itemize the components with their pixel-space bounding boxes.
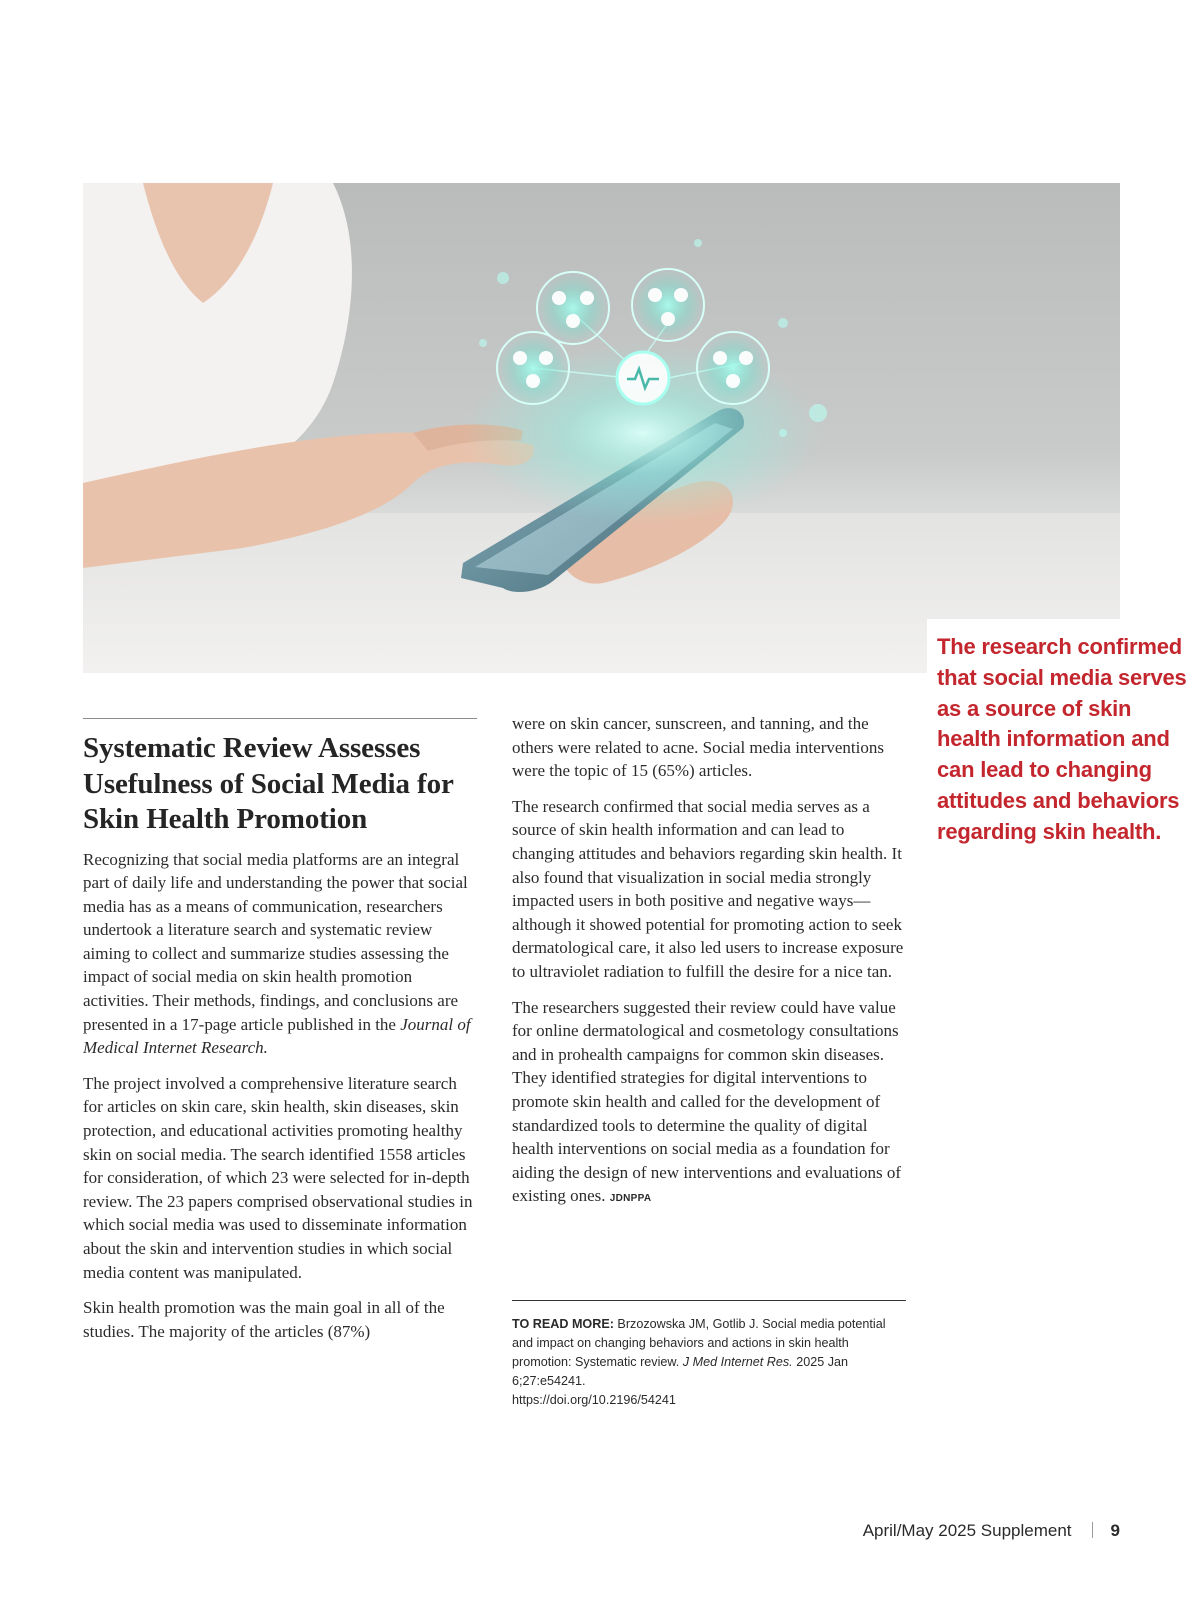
doctor-icon <box>648 288 662 302</box>
read-more-label: TO READ MORE: <box>512 1317 614 1331</box>
article-column-middle <box>512 712 906 1223</box>
article-paragraph-5-text: The researchers suggested their review could have value for online dermatological and cosmetology consultations and in prohealth campaigns for common skin diseases. They identified strategies for digital interventions to promote skin health and called for the development of standardized tools to determine the quality of digital health interventions on social media as a foundation for aiding the design of new interventions and evaluations of existing ones. <box>512 997 902 1206</box>
clinic-icon <box>661 312 675 326</box>
page-footer <box>863 1521 1120 1541</box>
footer-divider <box>1092 1522 1093 1538</box>
read-more-citation-details: 2025 Jan 6;27:e54241. <box>512 1355 849 1388</box>
article-paragraph-4: The research confirmed that social media serves as a source of skin health information and can lead to changing attitudes and behaviors regarding skin health. It also found that visualization in social media strongly impacted users in both positive and negative ways—although it showed potential for promoting action to seek dermatological care, it also led users to increase exposure to ultraviolet radiation to fulfill the desire for a nice tan. <box>512 796 904 981</box>
read-more-authors: Brzozowska JM, Gotlib J. Social media potential and impact on changing behaviors and actions in skin health promotion: Systematic review. <box>512 1317 886 1369</box>
signoff-mark: JDNPPA <box>609 1193 652 1205</box>
article-column-left <box>83 718 477 1355</box>
heart-icon <box>726 374 740 388</box>
anatomy-icon <box>513 351 527 365</box>
pull-quote: The research confirmed that social media serves as a source of skin health information and can lead to changing attitudes and behaviors regarding skin health. <box>937 634 1187 844</box>
read-more-journal: J Med Internet Res. <box>682 1355 793 1369</box>
footer-issue: April/May 2025 Supplement <box>862 1521 1072 1540</box>
article-paragraph-3: Skin health promotion was the main goal in all of the studies. The majority of the articles (87%) <box>83 1298 445 1341</box>
hero-image <box>83 183 1120 673</box>
article-paragraph-5 <box>512 996 906 1211</box>
article-paragraph-1-text: Recognizing that social media platforms are an integral part of daily life and understanding the power that social media has as a means of communication, researchers undertook a literature search and systematic review aiming to collect and summarize studies assessing the impact of social media on skin health promotion activities. Their methods, findings, and conclusions are presented in a 17-page article published in the <box>83 849 468 1034</box>
article-paragraph-3-continued: were on skin cancer, sunscreen, and tanning, and the others were related to acne. Social media interventions were the topic of 15 (65%) articles. <box>512 714 884 781</box>
article-paragraph-2: The project involved a comprehensive literature search for articles on skin care, skin health, skin diseases, skin protection, and educational activities promoting healthy skin on social media. The search identified 1558 articles for consideration, of which 23 were selected for in-depth review. The 23 papers comprised observational studies in which social media was used to disseminate information about the skin and intervention studies in which social media content was manipulated. <box>83 1073 473 1282</box>
medical-kit-icon <box>580 291 594 305</box>
article-headline: Systematic Review Assesses Usefulness of Social Media for Skin Health Promotion <box>83 732 454 835</box>
page-number: 9 <box>1110 1521 1120 1540</box>
journal-name: Journal of Medical Internet Research. <box>83 1014 471 1058</box>
article-paragraph-1 <box>83 848 477 1060</box>
read-more-doi-link[interactable]: https://doi.org/10.2196/54241 <box>512 1393 676 1407</box>
read-more-citation <box>512 1300 906 1410</box>
pill-icon <box>552 291 566 305</box>
hero-illustration <box>83 183 1120 673</box>
